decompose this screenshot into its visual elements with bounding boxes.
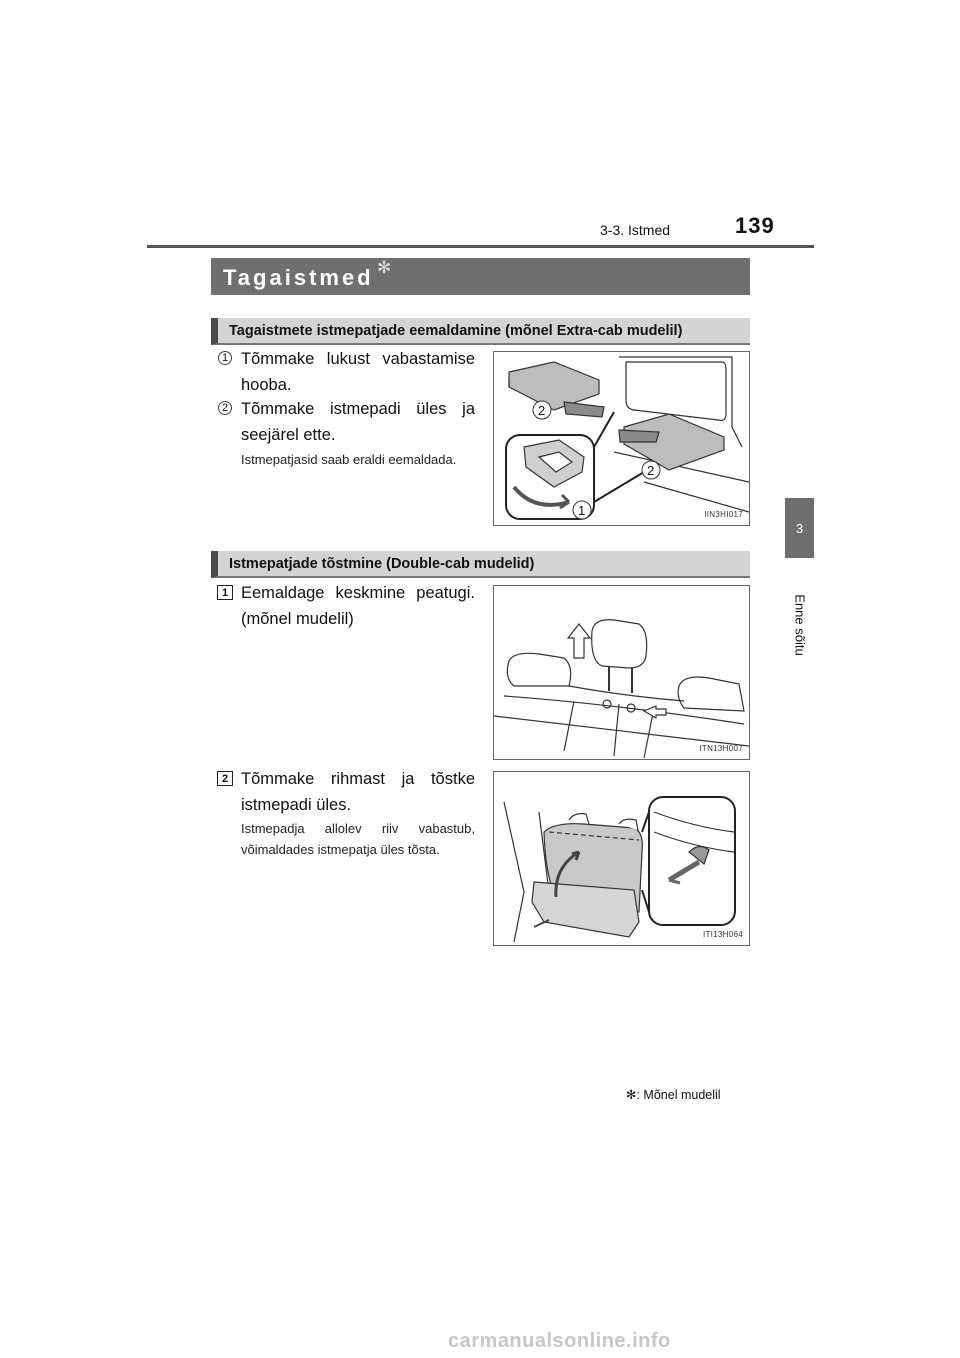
- headrest-removal-illustration: [494, 586, 749, 759]
- section1-heading-bar: [211, 318, 750, 345]
- cushion-lift-illustration: [494, 772, 749, 945]
- footnote-text: : Mõnel mudelil: [636, 1088, 721, 1102]
- figure-headrest-removal: [493, 585, 750, 760]
- chapter-title-vertical: [783, 570, 817, 680]
- watermark-text: carmanualsonline.info: [448, 1330, 671, 1352]
- figure-callout: 2: [647, 463, 655, 478]
- figure-code: ITI13H064: [702, 930, 743, 939]
- section2-step2-text: Tõmmake rihmast ja tõstke istmepadi üles.: [241, 770, 475, 814]
- section2-note: Istmepadja allolev riiv vabastub, võimaldades istmepatja üles tõsta.: [241, 821, 475, 857]
- page-number: 139: [735, 213, 775, 238]
- section1-note: Istmepatjasid saab eraldi eemaldada.: [241, 452, 457, 467]
- section1-step2-text: Tõmmake istmepadi üles ja seejärel ette.: [241, 400, 475, 444]
- figure-cushion-lift: [493, 771, 750, 946]
- section2-step1-text: Eemaldage keskmine peatugi. (mõnel mudelil): [241, 584, 475, 628]
- figure-code: ITN13H007: [699, 744, 743, 753]
- footnote-mark: ✻: [626, 1088, 637, 1102]
- page-title: Tagaistmed: [223, 265, 374, 290]
- title-footnote-mark: ✻: [377, 258, 392, 277]
- section1-step1-text: Tõmmake lukust vabastamise hooba.: [241, 350, 475, 394]
- figure-callout: 2: [538, 403, 546, 418]
- step-number-box: 2: [217, 771, 233, 786]
- section2-heading-bar: [211, 551, 750, 578]
- step-number-box: 1: [217, 585, 233, 600]
- cushion-removal-illustration: [494, 352, 749, 525]
- section-reference: 3-3. Istmed: [600, 222, 671, 238]
- section1-heading: Tagaistmete istmepatjade eemaldamine (mõnel Extra-cab mudelil): [229, 323, 683, 339]
- figure-callout: 1: [578, 503, 586, 518]
- figure-code: IIN3HI017: [704, 510, 743, 519]
- section2-heading: Istmepatjade tõstmine (Double-cab mudelid): [229, 556, 535, 572]
- header-rule: [147, 245, 814, 248]
- chapter-title: Enne sõitu: [792, 594, 808, 656]
- chapter-number: 3: [795, 520, 804, 536]
- figure-cushion-removal: [493, 351, 750, 526]
- step-number-circle: 1: [218, 351, 232, 365]
- chapter-tab: [785, 498, 814, 558]
- step-number-circle: 2: [218, 401, 232, 415]
- footnote: [626, 1087, 721, 1102]
